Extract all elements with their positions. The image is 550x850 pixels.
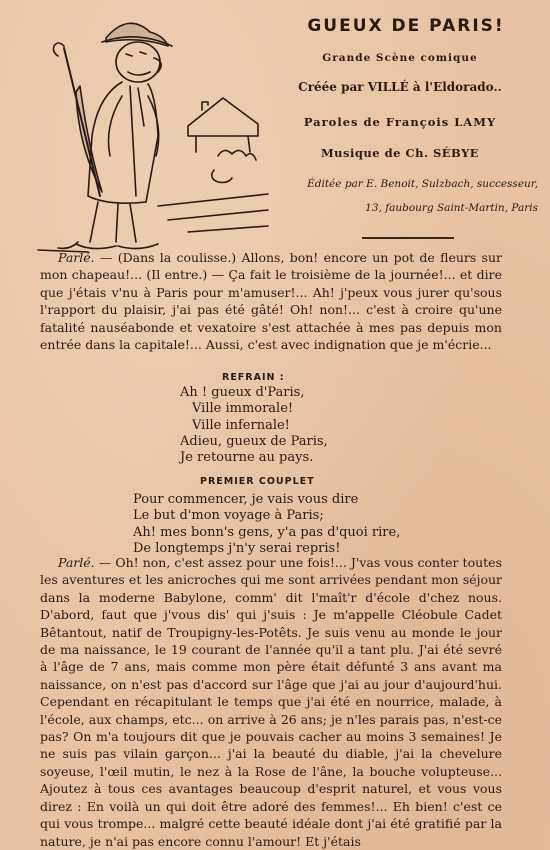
publisher-address: 13, faubourg Saint-Martin, Paris xyxy=(365,202,538,214)
verse-line: Ville immorale! xyxy=(192,401,294,417)
song-subtitle: Grande Scène comique xyxy=(322,52,478,64)
comic-singer-illustration xyxy=(18,6,273,256)
spoken-label: Parlé. — xyxy=(58,250,113,265)
spoken-intro-text: (Dans la coulisse.) Allons, bon! encore un pot de fleurs sur mon chapeau!... (Il entre.) — Ça fait le troisième de la journée!... et dire que j'étais v'nu à Paris pour m'amuser!... Ah! j'peux vous jurer qu'sous l'rapport du plaisir, j'ai pas été gâté! Oh! non!... c'est à croire qu'une fatalité nauséabonde et vexatoire s'est attachée à mes pas depuis mon entrée dans la capitale!... Aussi, c'est avec indignation que je m'écrie... xyxy=(40,250,503,353)
verse-line: Je retourne au pays. xyxy=(180,450,314,466)
verse-line: Le but d'mon voyage à Paris; xyxy=(133,508,324,524)
spoken-intro-paragraph xyxy=(40,249,502,353)
lyrics-credit: Paroles de François LAMY xyxy=(303,115,497,129)
refrain-heading: REFRAIN : xyxy=(222,372,285,383)
song-title: GUEUX DE PARIS! xyxy=(307,16,505,36)
publisher-credit: Éditée par E. Benoit, Sulzbach, successeur, xyxy=(307,178,538,190)
spoken-monologue-text: Oh! non, c'est assez pour une fois!... J'vas vous conter toutes les aventures et les anicroches qui me sont arrivées pendant mon séjour dans la moderne Babylone, comm' dit l'maît'r d'école d'chez nous. D'abord, faut que j'vous dis' qui j'suis : Je m'appelle Cléobule Cadet Bêtantout, natif de Troupigny-les-Potêts. Je suis venu au monde le jour de ma naissance, le 19 courant de l'année qu'il a tant plu. J'ai été sevré à l'âge de 7 ans, mais comme mon père était défunté 3 ans avant ma naissance, on n'est pas d'accord sur l'âge que j'ai au jour d'aujourd'hui. Cependant en récapitulant le temps que j'ai été en nourrice, malade, à l'école, aux champs, etc... on arrive à 26 ans; je n'les parais pas, n'est-ce pas? On m'a toujours dit que je pouvais cacher au moins 3 semaines! Je ne suis pas vilain garçon... j'ai la beauté du diable, j'ai la chevelure soyeuse, l'œil mutin, le nez à la Rose de l'âne, la bouche volupteuse... Ajoutez à tous ces avantages beaucoup d'esprit naturel, et vous vous direz : En voilà un qui doit être adoré des femmes!... Eh bien! c'est ce qui vous trompe... malgré cette beauté idéale dont j'ai été gratifié par la nature, je n'ai pas encore connu l'amour! Et j'étais xyxy=(40,555,502,849)
header-divider xyxy=(362,237,454,239)
verse-line: Adieu, gueux de Paris, xyxy=(180,433,328,449)
verse-line: Ah ! gueux d'Paris, xyxy=(180,385,305,400)
verse-line: Ah! mes bonn's gens, y'a pas d'quoi rire, xyxy=(133,524,401,540)
verse-line: Ville infernale! xyxy=(192,417,290,433)
verse-line: Pour commencer, je vais vous dire xyxy=(133,492,359,507)
refrain-verse xyxy=(180,385,328,466)
music-credit: Musique de Ch. SÉBYE xyxy=(320,146,480,160)
couplet-heading: PREMIER COUPLET xyxy=(200,476,315,487)
verse-line: De longtemps j'n'y serai repris! xyxy=(133,540,341,556)
creation-credit: Créée par VILLÉ à l'Eldorado.. xyxy=(298,80,502,94)
spoken-monologue-paragraph xyxy=(40,554,502,850)
couplet-verse xyxy=(133,492,400,557)
spoken-label: Parlé. — xyxy=(58,555,112,570)
